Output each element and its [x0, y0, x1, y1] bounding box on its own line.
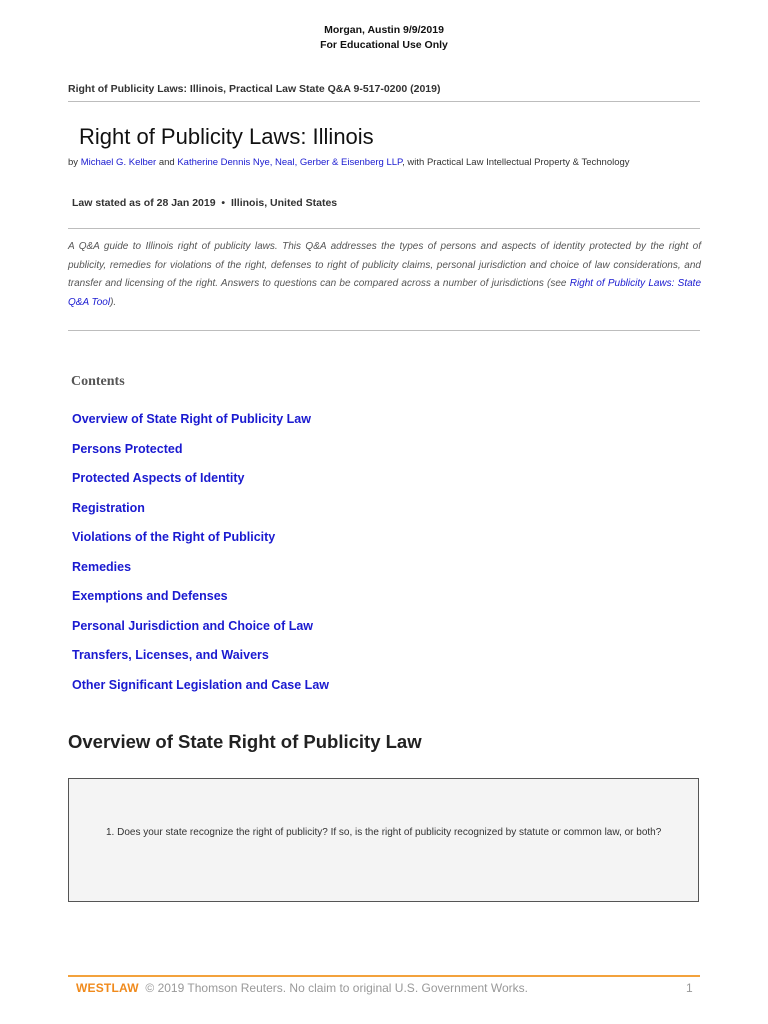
page-number: 1: [686, 981, 693, 995]
toc-link-exemptions[interactable]: Exemptions and Defenses: [72, 589, 228, 603]
toc-link-transfers[interactable]: Transfers, Licenses, and Waivers: [72, 648, 269, 662]
law-stated-date: Law stated as of 28 Jan 2019: [72, 197, 216, 209]
toc-link-registration[interactable]: Registration: [72, 500, 145, 515]
author-link-kelber[interactable]: Michael G. Kelber: [80, 157, 157, 168]
westlaw-logo: WESTLAW: [76, 981, 139, 995]
law-stated-line: [72, 197, 337, 209]
toc-link-jurisdiction[interactable]: Personal Jurisdiction and Choice of Law: [72, 618, 314, 633]
question-box: [68, 778, 699, 902]
user-date-line: Morgan, Austin 9/9/2019: [324, 24, 444, 36]
copyright-notice: © 2019 Thomson Reuters. No claim to original U.S. Government Works.: [145, 981, 528, 995]
summary-end: ).: [110, 296, 117, 308]
summary-text: A Q&A guide to Illinois right of publicity laws. This Q&A addresses the types of persons and aspects of identity protected by the right of publicity, remedies for violations of the right, defenses to right of publicity claims, personal jurisdiction and choice of law considerations, and transfer and licensing of the right. Answers to questions can be compared across a number of jurisdictions (see: [68, 241, 701, 289]
footer-divider: [68, 975, 700, 977]
usage-notice: For Educational Use Only: [320, 39, 448, 51]
toc-link-overview[interactable]: Overview of State Right of Publicity Law: [72, 412, 311, 426]
contents-heading: Contents: [71, 374, 125, 389]
byline-and: and: [158, 157, 175, 168]
summary-top-divider: [68, 228, 700, 229]
table-of-contents: [72, 412, 329, 707]
author-link-nye[interactable]: Katherine Dennis Nye, Neal, Gerber & Eisenberg LLP: [177, 157, 403, 168]
separator-bullet: •: [221, 197, 226, 209]
document-summary: [68, 238, 701, 312]
question-text: 1. Does your state recognize the right of publicity? If so, is the right of publicity recognized by statute or common law, or both?: [106, 827, 662, 838]
toc-link-persons-protected[interactable]: Persons Protected: [72, 441, 183, 456]
document-title: Right of Publicity Laws: Illinois: [79, 124, 374, 149]
toc-link-protected-aspects[interactable]: Protected Aspects of Identity: [72, 471, 245, 485]
byline-prefix: by: [68, 157, 79, 168]
document-citation: Right of Publicity Laws: Illinois, Practical Law State Q&A 9-517-0200 (2019): [68, 83, 441, 95]
state-qa-tool-link[interactable]: Right of Publicity Laws: State Q&A Tool: [68, 278, 702, 308]
summary-bottom-divider: [68, 330, 700, 331]
toc-link-other-legislation[interactable]: Other Significant Legislation and Case Law: [72, 677, 329, 692]
footer: [76, 981, 528, 995]
jurisdiction: Illinois, United States: [230, 197, 338, 209]
header-divider: [68, 101, 700, 102]
toc-link-violations[interactable]: Violations of the Right of Publicity: [72, 530, 276, 544]
section-heading: Overview of State Right of Publicity Law: [68, 731, 422, 752]
toc-link-remedies[interactable]: Remedies: [72, 559, 132, 574]
byline-suffix: , with Practical Law Intellectual Property & Technology: [402, 157, 630, 168]
byline: [68, 157, 630, 168]
